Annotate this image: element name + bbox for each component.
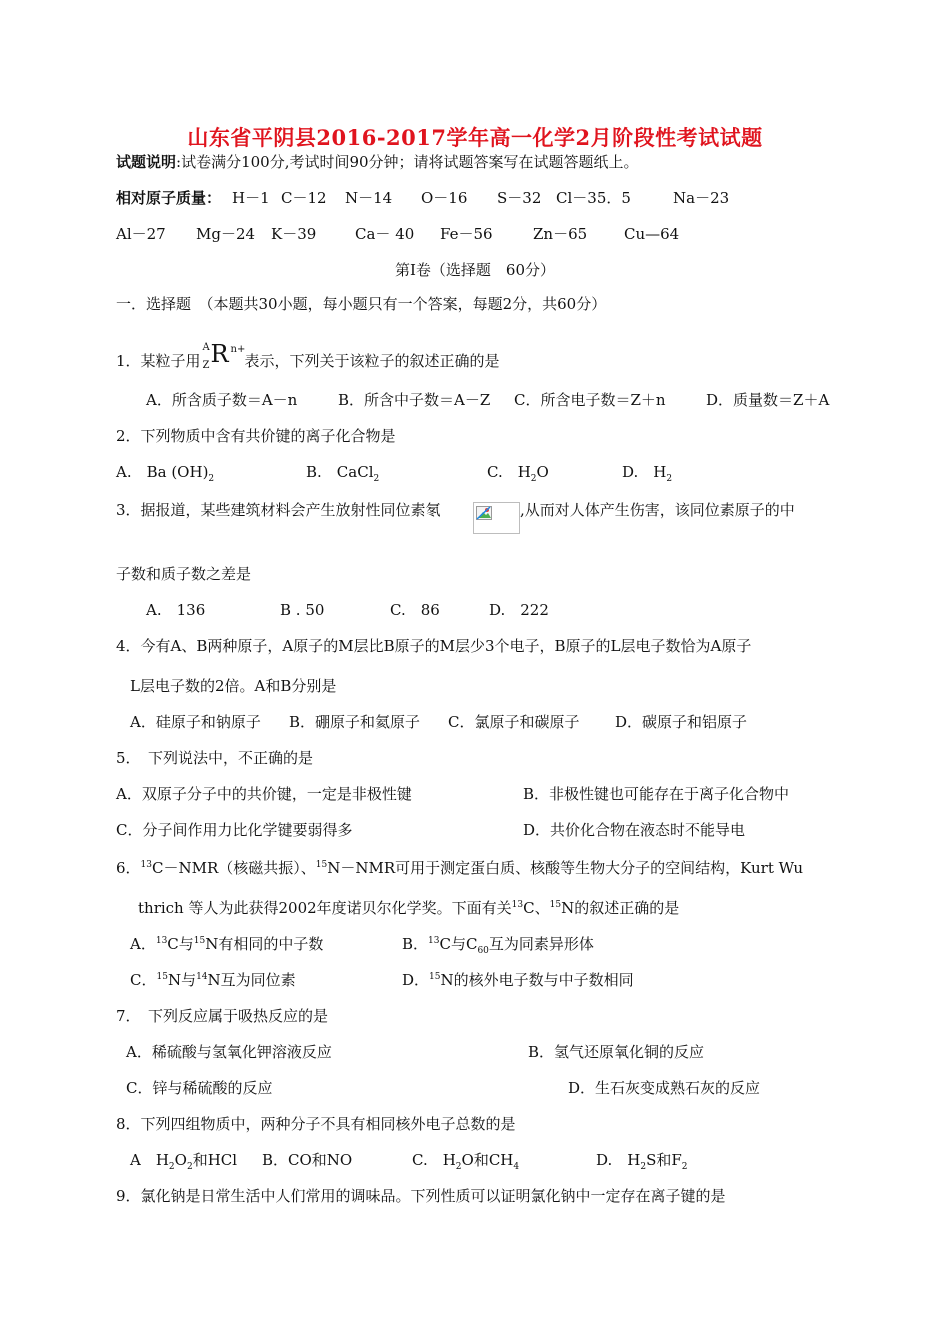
question-2-stem: 2．下列物质中含有共价键的离子化合物是: [116, 427, 396, 445]
q3-option-c: C. 86: [390, 601, 440, 619]
q6-option-d: [402, 970, 634, 990]
q1-stem-pre: 1．某粒子用: [116, 352, 201, 370]
subscript: 2: [208, 474, 215, 484]
option-text: N有相同的中子数: [205, 935, 324, 953]
q8-option-c: [412, 1150, 519, 1170]
option-text: C与C: [439, 935, 478, 953]
q6-text: thrich 等人为此获得2002年度诺贝尔化学奖。下面有关: [138, 899, 512, 917]
atomic-masses-row-1: [116, 188, 221, 208]
option-letter: B．: [402, 935, 429, 953]
q7-option-a: A．稀硫酸与氢氧化钾溶液反应: [126, 1043, 332, 1061]
option-text: N与: [167, 971, 197, 989]
question-1-stem: [116, 342, 500, 372]
q1-option-c: C．所含电子数＝Z＋n: [514, 391, 666, 409]
q5-option-d: D．共价化合物在液态时不能导电: [523, 821, 746, 839]
q2-c-text: C. H: [487, 463, 531, 481]
mass-item: K－39: [271, 225, 317, 243]
subscript: 2: [666, 474, 673, 484]
q4-option-b: B．硼原子和氦原子: [289, 713, 421, 731]
option-text: D. H: [596, 1151, 641, 1169]
question-9-stem: 9．氯化钠是日常生活中人们常用的调味品。下列性质可以证明氯化钠中一定存在离子键的是: [116, 1187, 726, 1205]
q2-d-text: D. H: [622, 463, 667, 481]
option-text: O和CH: [461, 1151, 514, 1169]
q6-text: C、: [523, 899, 550, 917]
superscript: 13: [511, 900, 524, 910]
question-3-stem-part1: 3．据报道，某些建筑材料会产生放射性同位素氡: [116, 501, 441, 519]
option-letter: D．: [402, 971, 430, 989]
broken-image-icon: [473, 502, 520, 534]
superscript: 15: [549, 900, 562, 910]
q8-option-b: B．CO和NO: [262, 1151, 353, 1169]
mass-item: Mg－24: [196, 225, 256, 243]
question-5-stem: 5． 下列说法中，不正确的是: [116, 749, 314, 767]
q1-option-b: B．所含中子数＝A－Z: [338, 391, 491, 409]
q6-option-a: [130, 934, 323, 954]
subscript: 2: [186, 1162, 193, 1172]
q2-b-text: B. CaCl: [306, 463, 374, 481]
mass-item: Cu—64: [624, 225, 680, 243]
q3-option-b: B . 50: [280, 601, 325, 619]
option-text: O: [174, 1151, 187, 1169]
q7-option-b: B．氢气还原氧化铜的反应: [528, 1043, 705, 1061]
mass-item: Fe－56: [440, 225, 493, 243]
superscript: 15: [315, 860, 328, 870]
question-3-stem-part3: 子数和质子数之差是: [116, 565, 252, 583]
question-8-stem: 8．下列四组物质中，两种分子不具有相同核外电子总数的是: [116, 1115, 516, 1133]
superscript: 13: [428, 936, 440, 946]
mass-item: Ca－ 40: [355, 225, 415, 243]
option-text: C. H: [412, 1151, 456, 1169]
q2-option-c: [487, 462, 549, 482]
question-4-stem-line2: L层电子数的2倍。A和B分别是: [130, 677, 337, 695]
q4-option-c: C．氯原子和碳原子: [448, 713, 580, 731]
q1-option-a: A．所含质子数＝A－n: [146, 391, 298, 409]
element-symbol: R: [210, 340, 229, 368]
option-letter: C．: [130, 971, 157, 989]
part-heading: 第Ⅰ卷（选择题 60分）: [394, 261, 555, 279]
q3-option-a: A. 136: [146, 601, 206, 619]
q2-option-d: [622, 462, 672, 482]
superscript: 13: [140, 860, 152, 870]
mass-item: O－16: [421, 189, 468, 207]
ion-charge: n+: [230, 344, 246, 355]
question-3-stem-part2: ,从而对人体产生伤害，该同位素原子的中: [520, 501, 795, 519]
q2-option-b: [306, 462, 379, 482]
q1-option-d: D．质量数＝Z＋A: [706, 391, 830, 409]
q6-option-c: [130, 970, 296, 990]
subscript: 2: [640, 1162, 647, 1172]
section-heading: 一．选择题 （本题共30小题，每小题只有一个答案，每题2分，共60分）: [116, 295, 607, 313]
q1-stem-post: 表示，下列关于该粒子的叙述正确的是: [244, 352, 500, 370]
atomic-masses-label: 相对原子质量：: [116, 189, 222, 207]
q6-text: N－NMR可用于测定蛋白质、核酸等生物大分子的空间结构，Kurt Wu: [327, 859, 804, 877]
q6-option-b: [402, 934, 594, 954]
question-6-stem-line1: [116, 858, 803, 878]
option-letter: A．: [130, 935, 156, 953]
instructions-text: :试卷满分100分,考试时间90分钟；请将试题答案写在试题答题纸上。: [176, 153, 639, 171]
q8-option-a: [130, 1150, 237, 1170]
atomic-number: Z: [202, 360, 210, 371]
mass-item: N－14: [345, 189, 393, 207]
q4-option-a: A．硅原子和钠原子: [130, 713, 261, 731]
subscript: 4: [513, 1162, 520, 1172]
q5-option-a: A．双原子分子中的共价键，一定是非极性键: [116, 785, 412, 803]
q7-option-c: C．锌与稀硫酸的反应: [126, 1079, 273, 1097]
superscript: 14: [196, 972, 208, 982]
subscript: 60: [477, 946, 489, 956]
question-6-stem-line2: [138, 898, 679, 918]
question-4-stem-line1: 4．今有A、B两种原子，A原子的M层比B原子的M层少3个电子，B原子的L层电子数恰为A原子: [116, 637, 752, 655]
option-text: S和F: [646, 1151, 682, 1169]
mass-number: A: [202, 342, 210, 353]
q7-option-d: D．生石灰变成熟石灰的反应: [568, 1079, 761, 1097]
mass-item: C－12: [281, 189, 327, 207]
q6-text: C－NMR（核磁共振）、: [152, 859, 316, 877]
q5-option-b: B．非极性键也可能存在于离子化合物中: [523, 785, 790, 803]
superscript: 15: [156, 972, 168, 982]
q2-option-a: [116, 462, 214, 482]
subscript: 2: [373, 474, 380, 484]
q2-a-text: A. Ba (OH): [116, 463, 209, 481]
subscript: 2: [455, 1162, 462, 1172]
q8-option-d: [596, 1150, 688, 1170]
nuclide-symbol: [201, 342, 245, 372]
subscript: 2: [681, 1162, 688, 1172]
q4-option-d: D．碳原子和铝原子: [615, 713, 748, 731]
superscript: 13: [155, 936, 168, 946]
superscript: 15: [193, 936, 206, 946]
exam-instructions: [116, 152, 639, 172]
mass-item: Cl－35．5: [556, 189, 631, 207]
option-text: C与: [167, 935, 194, 953]
mass-item: S－32: [497, 189, 542, 207]
q5-option-c: C．分子间作用力比化学键要弱得多: [116, 821, 353, 839]
q3-option-d: D. 222: [489, 601, 549, 619]
page-title: 山东省平阴县2016-2017学年高一化学2月阶段性考试试题: [187, 125, 763, 150]
superscript: 15: [429, 972, 441, 982]
option-text: A H: [130, 1151, 169, 1169]
question-7-stem: 7． 下列反应属于吸热反应的是: [116, 1007, 329, 1025]
option-text: N的核外电子数与中子数相同: [440, 971, 634, 989]
mass-item: Na－23: [673, 189, 730, 207]
subscript: 2: [530, 474, 537, 484]
subscript: 2: [168, 1162, 175, 1172]
q2-c-text-end: O: [536, 463, 549, 481]
option-text: N互为同位素: [207, 971, 296, 989]
mass-item: Al－27: [116, 225, 166, 243]
option-text: 和HCl: [192, 1151, 238, 1169]
mass-item: H－1: [232, 189, 270, 207]
q6-text: N的叙述正确的是: [561, 899, 680, 917]
mass-item: Zn－65: [533, 225, 588, 243]
question-number: 6．: [116, 859, 141, 877]
instructions-label: 试题说明: [116, 153, 177, 171]
option-text: 互为同素异形体: [488, 935, 594, 953]
